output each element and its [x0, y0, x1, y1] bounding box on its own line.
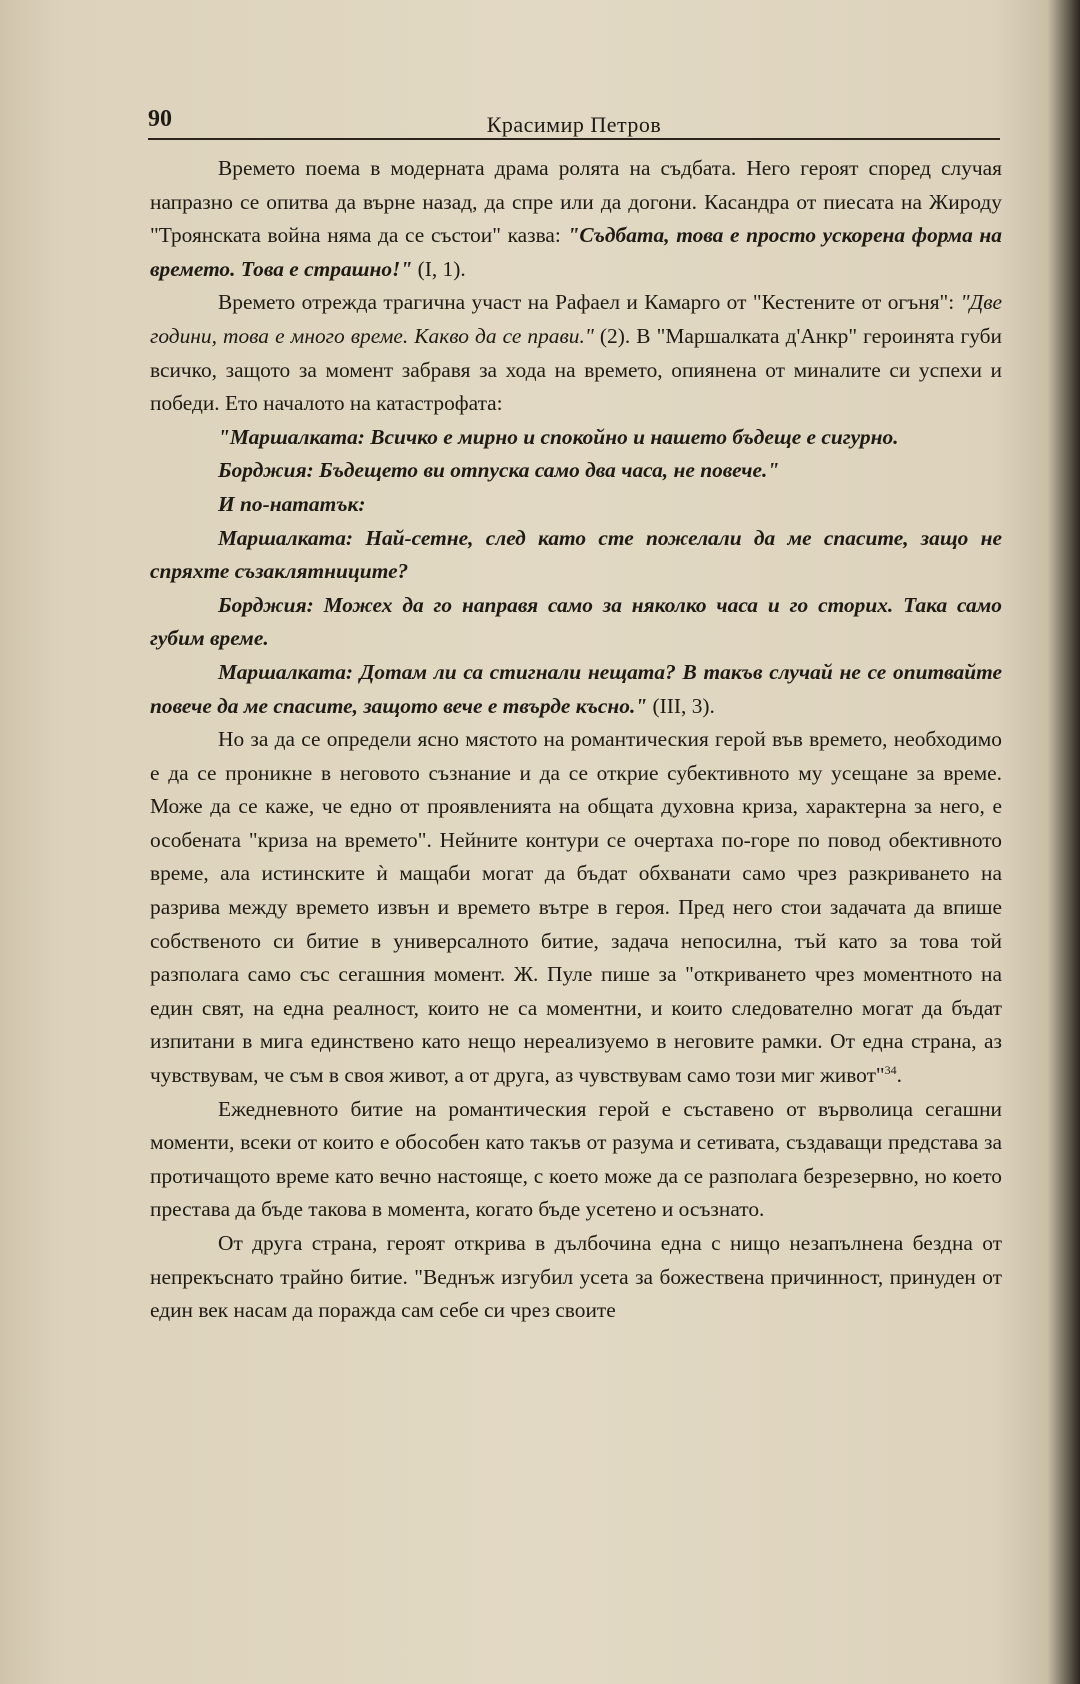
running-title: Красимир Петров [486, 112, 662, 137]
dialogue-line: Борджия: Можех да го направя само за няколко часа и го сторих. Така само губим време. [150, 592, 1002, 651]
paragraph-text: Времето отрежда трагична участ на Рафаел и Камарго от "Кестените от огъня": [218, 290, 961, 315]
dialogue-line: Борджия: Бъдещето ви отпуска само два часа, не повече." [218, 458, 780, 483]
paragraph [150, 723, 1002, 1093]
paragraph: От друга страна, героят открива в дълбочина една с нищо незапълнена бездна от непрекъснато трайно битие. "Веднъж изгубил усета за божествена причинност, принуден от един век насам да поражда сам себе си чрез своите [150, 1231, 1002, 1323]
quotation: Маршалката: Дотам ли са стигнали нещата? В такъв случай не се опитвайте повече да ме спасите, защото вече е твърде късно." [150, 659, 1002, 718]
paragraph-text: Но за да се определи ясно мястото на романтическия герой във времето, необходимо е да се проникне в неговото съзнание и да се открие субективното му усещане за време. Може да се каже, че едно от проявленията на общата духовна криза, характерна за него, е особената "криза на времето". Нейните контури се очертаха по-горе по повод обективното време, ала истинските ѝ мащаби могат да бъдат обхванати само чрез разкриването на разрива между времето извън и времето вътре в героя. Пред него стои задачата да впише собственото си битие в универсалното битие, задача непосилна, тъй като за това той разполага само със сегашния момент. Ж. Пуле пише за "откриването чрез моментното на един свят, на една реалност, които не са моментни, и които следователно могат да бъдат изпитани в мига единствено като нещо нереализуемо в неговите рамки. От една страна, аз чувствувам, че съм в своя живот, а от друга, аз чувствувам само този миг живот" [150, 727, 1002, 1088]
quotation: "Две години, това е много време. Какво да се прави." [150, 290, 1002, 348]
paragraph-end: . [896, 1063, 903, 1088]
reference: (I, 1). [412, 256, 466, 281]
quotation: "Съдбата, това е просто ускорена форма на времето. Това е страшно!" [150, 223, 1002, 281]
page-header [148, 102, 1000, 140]
dialogue-line [150, 656, 1002, 723]
paragraph [150, 152, 1002, 286]
paragraph-text: Времето поема в модерната драма ролята на съдбата. Него героят според случая напразно се опитва да върне назад, да спре или да догони. Касандра от пиесата на Жироду "Троянската война няма да се състои" казва: [150, 156, 1002, 248]
dialogue-line: Маршалката: Най-сетне, след като сте пожелали да ме спасите, защо не спряхте съзаклятниците? [150, 525, 1002, 584]
paragraph-text: (2). В "Маршалката д'Анкр" героинята губи всичко, защото за момент забравя за хода на времето, опиянена от миналите си успехи и победи. Ето началото на катастрофата: [150, 323, 1002, 416]
paragraph [150, 286, 1002, 420]
dialogue-line: "Маршалката: Всичко е мирно и спокойно и нашето бъдеще е сигурно. [218, 424, 899, 449]
paragraph: Ежедневното битие на романтическия герой е съставено от върволица сегашни моменти, всеки от които е обособен като такъв от разума и сетивата, създаващи представа за протичащото време като вечно настояще, с което може да се разполага безрезервно, но което престава да бъде такова в момента, когато бъде усетено и осъзнато. [150, 1096, 1002, 1222]
page-number: 90 [148, 106, 172, 132]
body-text [150, 152, 1002, 1328]
reference: (III, 3). [647, 693, 715, 718]
footnote-marker: 34 [884, 1062, 897, 1077]
dialogue-line: И по-нататък: [218, 491, 366, 516]
